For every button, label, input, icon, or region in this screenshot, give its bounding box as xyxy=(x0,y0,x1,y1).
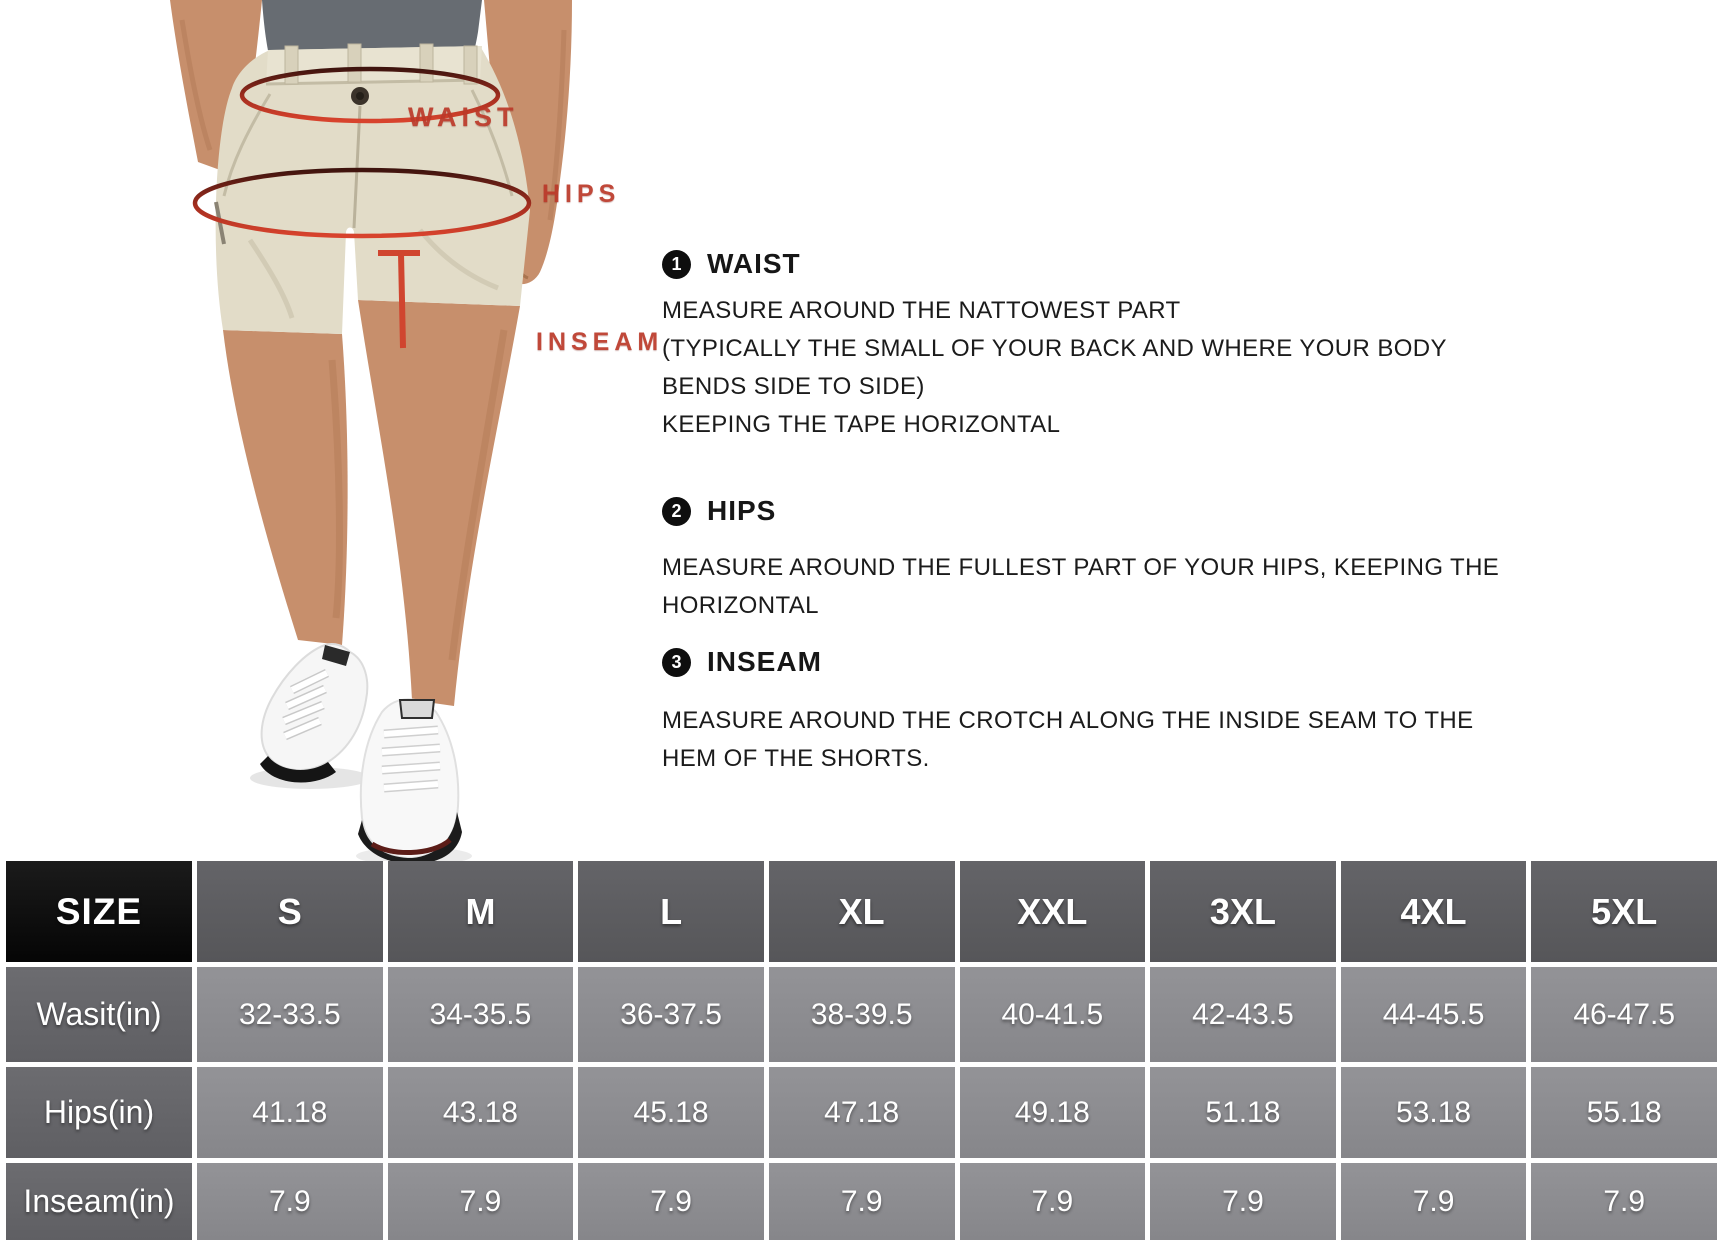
step-title: WAIST xyxy=(707,248,801,279)
description-line: KEEPING THE TAPE HORIZONTAL xyxy=(662,411,1061,438)
left-leg xyxy=(223,330,348,645)
belt-loop xyxy=(285,46,298,84)
size-value-cell: 53.18 xyxy=(1341,1067,1527,1158)
size-value-cell: 42-43.5 xyxy=(1150,967,1336,1062)
measure-step-hips xyxy=(662,495,1499,625)
right-shoe-tongue xyxy=(400,700,434,718)
column-header-xxl: XXL xyxy=(960,861,1146,962)
size-chart-table xyxy=(0,861,1723,1240)
size-value-cell: 7.9 xyxy=(769,1163,955,1240)
right-shoe xyxy=(361,699,458,858)
size-value-cell: 44-45.5 xyxy=(1341,967,1527,1062)
waist-annotation-label: WAIST xyxy=(408,102,519,132)
column-header-4xl: 4XL xyxy=(1341,861,1527,962)
belt-loop xyxy=(348,44,361,82)
shorts-button-center xyxy=(356,92,364,100)
step-description xyxy=(662,702,1474,778)
size-value-cell: 40-41.5 xyxy=(960,967,1146,1062)
size-value-cell: 7.9 xyxy=(1531,1163,1717,1240)
description-line: HEM OF THE SHORTS. xyxy=(662,745,930,772)
size-value-cell: 32-33.5 xyxy=(197,967,383,1062)
step-number-icon: 1 xyxy=(662,250,691,279)
belt-loop xyxy=(420,44,433,82)
size-value-cell: 7.9 xyxy=(388,1163,574,1240)
step-heading xyxy=(662,646,1474,678)
row-header-wasitin: Wasit(in) xyxy=(6,967,192,1062)
column-header-xl: XL xyxy=(769,861,955,962)
size-value-cell: 51.18 xyxy=(1150,1067,1336,1158)
size-value-cell: 7.9 xyxy=(1341,1163,1527,1240)
description-line: HORIZONTAL xyxy=(662,592,819,619)
shorts xyxy=(216,46,530,334)
row-header-inseamin: Inseam(in) xyxy=(6,1163,192,1240)
description-line: BENDS SIDE TO SIDE) xyxy=(662,373,925,400)
size-value-cell: 55.18 xyxy=(1531,1067,1717,1158)
column-header-3xl: 3XL xyxy=(1150,861,1336,962)
column-header-l: L xyxy=(578,861,764,962)
size-value-cell: 43.18 xyxy=(388,1067,574,1158)
step-number-icon: 2 xyxy=(662,497,691,526)
size-value-cell: 41.18 xyxy=(197,1067,383,1158)
model-photo xyxy=(120,0,664,862)
description-line: MEASURE AROUND THE FULLEST PART OF YOUR HIPS, KEEPING THE xyxy=(662,554,1500,581)
measure-step-inseam xyxy=(662,646,1474,778)
description-line: MEASURE AROUND THE NATTOWEST PART xyxy=(662,297,1181,324)
step-title: INSEAM xyxy=(707,646,822,677)
measure-step-waist xyxy=(662,248,1447,444)
hips-annotation-label: HIPS xyxy=(542,180,621,208)
size-value-cell: 7.9 xyxy=(1150,1163,1336,1240)
size-value-cell: 36-37.5 xyxy=(578,967,764,1062)
size-value-cell: 38-39.5 xyxy=(769,967,955,1062)
step-description xyxy=(662,292,1447,444)
description-line: (TYPICALLY THE SMALL OF YOUR BACK AND WHERE YOUR BODY xyxy=(662,335,1447,362)
table-corner-size: SIZE xyxy=(6,861,192,962)
size-value-cell: 47.18 xyxy=(769,1067,955,1158)
size-value-cell: 7.9 xyxy=(197,1163,383,1240)
step-heading xyxy=(662,248,1447,280)
step-heading xyxy=(662,495,1499,527)
column-header-5xl: 5XL xyxy=(1531,861,1717,962)
step-number-icon: 3 xyxy=(662,648,691,677)
size-value-cell: 46-47.5 xyxy=(1531,967,1717,1062)
size-value-cell: 7.9 xyxy=(960,1163,1146,1240)
model-illustration xyxy=(120,0,600,862)
inseam-annotation-label: INSEAM xyxy=(536,328,664,356)
step-description xyxy=(662,549,1499,625)
size-value-cell: 7.9 xyxy=(578,1163,764,1240)
size-value-cell: 49.18 xyxy=(960,1067,1146,1158)
description-line: MEASURE AROUND THE CROTCH ALONG THE INSIDE SEAM TO THE xyxy=(662,707,1474,734)
column-header-s: S xyxy=(197,861,383,962)
step-title: HIPS xyxy=(707,495,777,526)
size-value-cell: 45.18 xyxy=(578,1067,764,1158)
size-value-cell: 34-35.5 xyxy=(388,967,574,1062)
row-header-hipsin: Hips(in) xyxy=(6,1067,192,1158)
column-header-m: M xyxy=(388,861,574,962)
